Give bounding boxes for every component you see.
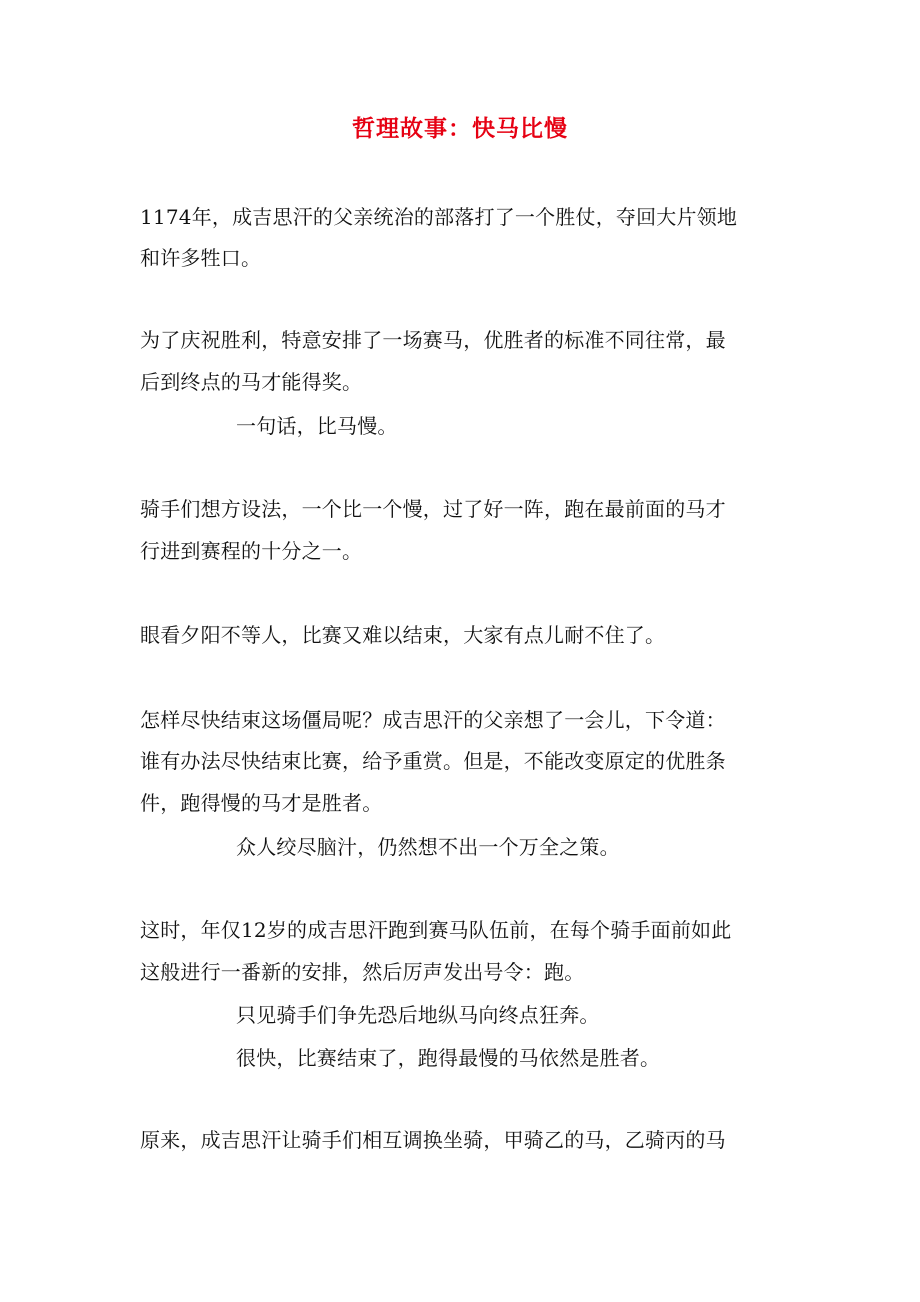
- text-line: 件，跑得慢的马才是胜者。: [140, 791, 383, 815]
- text-line: 原来，成吉思汗让骑手们相互调换坐骑，甲骑乙的马，乙骑丙的马: [140, 1128, 726, 1152]
- text-line: 这时，年仅12岁的成吉思汗跑到赛马队伍前，在每个骑手面前如此: [140, 918, 732, 942]
- text-line: 只见骑手们争先恐后地纵马向终点狂奔。: [236, 1003, 600, 1027]
- text-line: 1174年，成吉思汗的父亲统治的部落打了一个胜仗，夺回大片领地: [140, 205, 738, 229]
- page-title: 哲理故事：快马比慢: [352, 115, 568, 142]
- text-line: 谁有办法尽快结束比赛，给予重赏。但是，不能改变原定的优胜条: [140, 749, 726, 773]
- text-line: 众人绞尽脑汁，仍然想不出一个万全之策。: [236, 835, 620, 859]
- text-line: 很快，比赛结束了，跑得最慢的马依然是胜者。: [236, 1046, 661, 1070]
- text-line: 后到终点的马才能得奖。: [140, 370, 363, 394]
- text-line: 眼看夕阳不等人，比赛又难以结束，大家有点儿耐不住了。: [140, 623, 666, 647]
- text-line: 一句话，比马慢。: [236, 414, 398, 438]
- text-line: 为了庆祝胜利，特意安排了一场赛马，优胜者的标准不同往常，最: [140, 328, 726, 352]
- text-line: 怎样尽快结束这场僵局呢？成吉思汗的父亲想了一会儿，下令道：: [140, 708, 726, 732]
- text-line: 行进到赛程的十分之一。: [140, 539, 363, 563]
- text-line: 这般进行一番新的安排，然后厉声发出号令：跑。: [140, 960, 585, 984]
- text-line: 骑手们想方设法，一个比一个慢，过了好一阵，跑在最前面的马才: [140, 497, 726, 521]
- text-line: 和许多牲口。: [140, 246, 262, 270]
